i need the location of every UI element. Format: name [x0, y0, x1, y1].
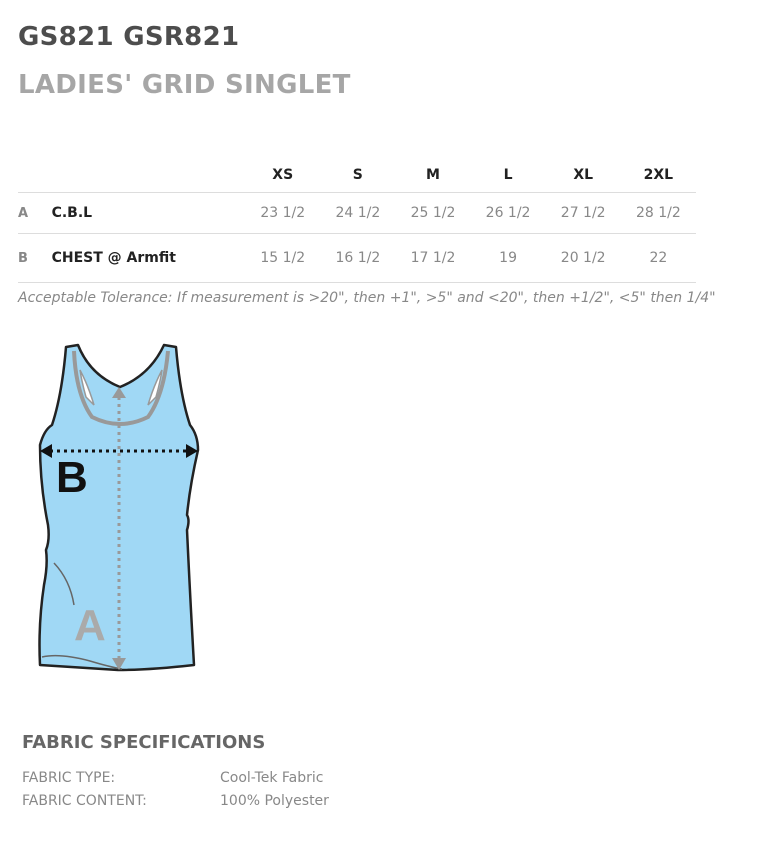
fabric-type-label: FABRIC TYPE: — [22, 770, 116, 786]
size-header-m: M — [395, 158, 470, 193]
cell-value: 20 1/2 — [546, 234, 621, 283]
fabric-type-value: Cool-Tek Fabric — [220, 770, 324, 786]
measurement-header — [52, 158, 246, 193]
cell-value: 27 1/2 — [546, 193, 621, 234]
cell-value: 22 — [621, 234, 696, 283]
label-b: B — [56, 453, 88, 502]
table-row — [18, 234, 696, 283]
cell-value: 28 1/2 — [621, 193, 696, 234]
size-header-row — [18, 158, 696, 193]
singlet-measurement-diagram — [30, 335, 210, 680]
fabric-content-row — [22, 793, 329, 809]
row-measurement: CHEST @ Armfit — [52, 234, 246, 283]
row-letter: B — [18, 234, 52, 283]
label-a: A — [74, 601, 106, 650]
row-measurement: C.B.L — [52, 193, 246, 234]
size-header-2xl: 2XL — [621, 158, 696, 193]
fabric-content-value: 100% Polyester — [220, 793, 329, 809]
tolerance-note: Acceptable Tolerance: If measurement is >20", then +1", >5" and <20", then +1/2", <5" then 1/4" — [18, 290, 716, 306]
size-header-xl: XL — [546, 158, 621, 193]
table-row — [18, 193, 696, 234]
cell-value: 15 1/2 — [245, 234, 320, 283]
size-chart-table — [18, 158, 696, 283]
product-code: GS821 GSR821 — [18, 22, 240, 52]
fabric-specifications-heading: FABRIC SPECIFICATIONS — [22, 732, 266, 753]
cell-value: 19 — [471, 234, 546, 283]
cell-value: 24 1/2 — [320, 193, 395, 234]
fabric-content-label: FABRIC CONTENT: — [22, 793, 147, 809]
cell-value: 23 1/2 — [245, 193, 320, 234]
cell-value: 16 1/2 — [320, 234, 395, 283]
row-letter: A — [18, 193, 52, 234]
cell-value: 26 1/2 — [471, 193, 546, 234]
product-name: LADIES' GRID SINGLET — [18, 70, 351, 100]
cell-value: 25 1/2 — [395, 193, 470, 234]
size-header-xs: XS — [245, 158, 320, 193]
size-header-s: S — [320, 158, 395, 193]
letter-header — [18, 158, 52, 193]
cell-value: 17 1/2 — [395, 234, 470, 283]
fabric-type-row — [22, 770, 323, 786]
size-header-l: L — [471, 158, 546, 193]
